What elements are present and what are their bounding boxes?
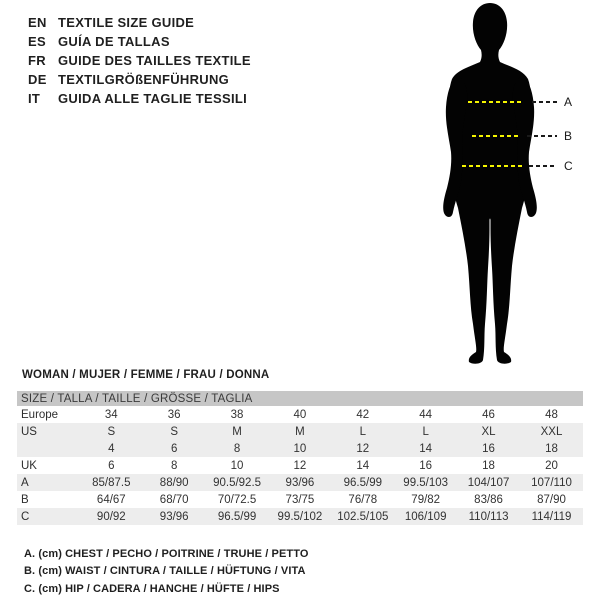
size-cell: 99.5/102 <box>277 510 323 523</box>
size-row-label: UK <box>21 459 37 472</box>
language-code: ES <box>28 34 46 49</box>
size-cell: 4 <box>108 442 115 455</box>
size-cell: 34 <box>104 408 118 421</box>
language-title: TEXTILGRÖßENFÜHRUNG <box>58 72 230 87</box>
size-cell: M <box>295 425 305 438</box>
marker-A-label: A <box>564 95 573 109</box>
language-row-fr <box>28 51 251 70</box>
language-code: FR <box>28 53 46 68</box>
size-cell: 79/82 <box>411 493 441 506</box>
size-cell: 44 <box>419 408 433 421</box>
size-cell: 87/90 <box>537 493 566 506</box>
size-cell: 18 <box>482 459 495 472</box>
language-title: GUIDE DES TAILLES TEXTILE <box>58 53 251 68</box>
section-title-woman: WOMAN / MUJER / FEMME / FRAU / DONNA <box>22 369 270 381</box>
language-code: DE <box>28 72 47 87</box>
size-table-header-row <box>17 391 583 406</box>
size-cell: 12 <box>293 459 307 472</box>
size-row-label: C <box>21 510 30 523</box>
language-title: GUÍA DE TALLAS <box>58 34 170 49</box>
size-cell: 70/72.5 <box>217 493 257 506</box>
size-cell: 16 <box>482 442 495 455</box>
size-cell: 90.5/92.5 <box>213 476 262 489</box>
size-table-body <box>17 406 583 525</box>
size-row-c <box>17 508 583 525</box>
language-row-it <box>28 89 251 108</box>
size-cell: 96.5/99 <box>343 476 382 489</box>
size-table-header: SIZE / TALLA / TAILLE / GRÖSSE / TAGLIA <box>17 391 583 406</box>
language-title: GUIDA ALLE TAGLIE TESSILI <box>58 91 248 106</box>
size-cell: XXL <box>540 425 563 438</box>
size-row-label: A <box>21 476 29 489</box>
woman-silhouette-body <box>449 3 531 364</box>
size-row-uk <box>17 457 583 474</box>
measure-legend <box>24 546 309 598</box>
size-cell: 46 <box>482 408 495 421</box>
size-cell: 93/96 <box>159 510 189 523</box>
legend-line: B. (cm) WAIST / CINTURA / TAILLE / HÜFTUNG / VITA <box>24 565 306 578</box>
size-cell: 38 <box>230 408 244 421</box>
size-cell: L <box>359 425 367 438</box>
size-row-label: US <box>21 425 37 438</box>
language-code: IT <box>28 91 41 106</box>
size-cell: 99.5/103 <box>403 476 449 489</box>
size-cell: 42 <box>356 408 370 421</box>
size-cell: 18 <box>545 442 558 455</box>
size-cell: 76/78 <box>348 493 378 506</box>
size-cell: M <box>232 425 242 438</box>
size-cell: 88/90 <box>159 476 189 489</box>
size-cell: 114/119 <box>531 510 572 523</box>
size-cell: L <box>422 425 429 438</box>
size-row-us-numeric <box>17 440 583 457</box>
language-title: TEXTILE SIZE GUIDE <box>58 15 195 30</box>
size-row-us <box>17 423 583 440</box>
size-cell: 8 <box>233 442 241 455</box>
size-cell: 110/113 <box>468 510 509 523</box>
size-row-b <box>17 491 583 508</box>
size-cell: 14 <box>356 459 370 472</box>
size-cell: 107/110 <box>531 476 572 489</box>
woman-silhouette-figure <box>420 0 600 372</box>
language-row-de <box>28 70 251 89</box>
size-cell: 106/109 <box>404 510 447 523</box>
marker-C-label: C <box>564 159 573 173</box>
size-cell: 102.5/105 <box>337 510 389 523</box>
language-code: EN <box>28 15 47 30</box>
size-cell: 10 <box>293 442 307 455</box>
size-cell: 96.5/99 <box>217 510 257 523</box>
size-cell: 104/107 <box>467 476 510 489</box>
size-cell: 16 <box>419 459 433 472</box>
size-row-label: B <box>21 493 29 506</box>
size-cell: 64/67 <box>96 493 126 506</box>
size-cell: 73/75 <box>285 493 315 506</box>
language-guide <box>28 13 251 108</box>
language-row-es <box>28 32 251 51</box>
size-cell: 48 <box>545 408 558 421</box>
size-cell: 68/70 <box>159 493 189 506</box>
size-table <box>17 391 583 525</box>
size-row-a <box>17 474 583 491</box>
size-cell: 20 <box>545 459 558 472</box>
marker-B-label: B <box>564 129 573 143</box>
size-row-europe <box>17 406 583 423</box>
size-cell: 85/87.5 <box>92 476 131 489</box>
size-cell: 40 <box>293 408 307 421</box>
size-cell: 10 <box>230 459 244 472</box>
size-cell: 83/86 <box>474 493 503 506</box>
size-cell: 12 <box>356 442 370 455</box>
size-cell: 6 <box>108 459 115 472</box>
size-cell: S <box>170 425 179 438</box>
language-row-en <box>28 13 251 32</box>
legend-line: A. (cm) CHEST / PECHO / POITRINE / TRUHE / PETTO <box>24 548 309 560</box>
legend-line: C. (cm) HIP / CADERA / HANCHE / HÜFTE / HIPS <box>24 582 280 595</box>
size-cell: 6 <box>170 442 178 455</box>
size-cell: 14 <box>419 442 433 455</box>
size-row-label <box>17 440 80 457</box>
size-cell: 90/92 <box>96 510 126 523</box>
size-cell: 8 <box>170 459 178 472</box>
size-cell: 36 <box>167 408 181 421</box>
size-row-label: Europe <box>21 408 59 421</box>
size-cell: S <box>107 425 116 438</box>
size-cell: 93/96 <box>285 476 315 489</box>
size-cell: XL <box>481 425 496 438</box>
